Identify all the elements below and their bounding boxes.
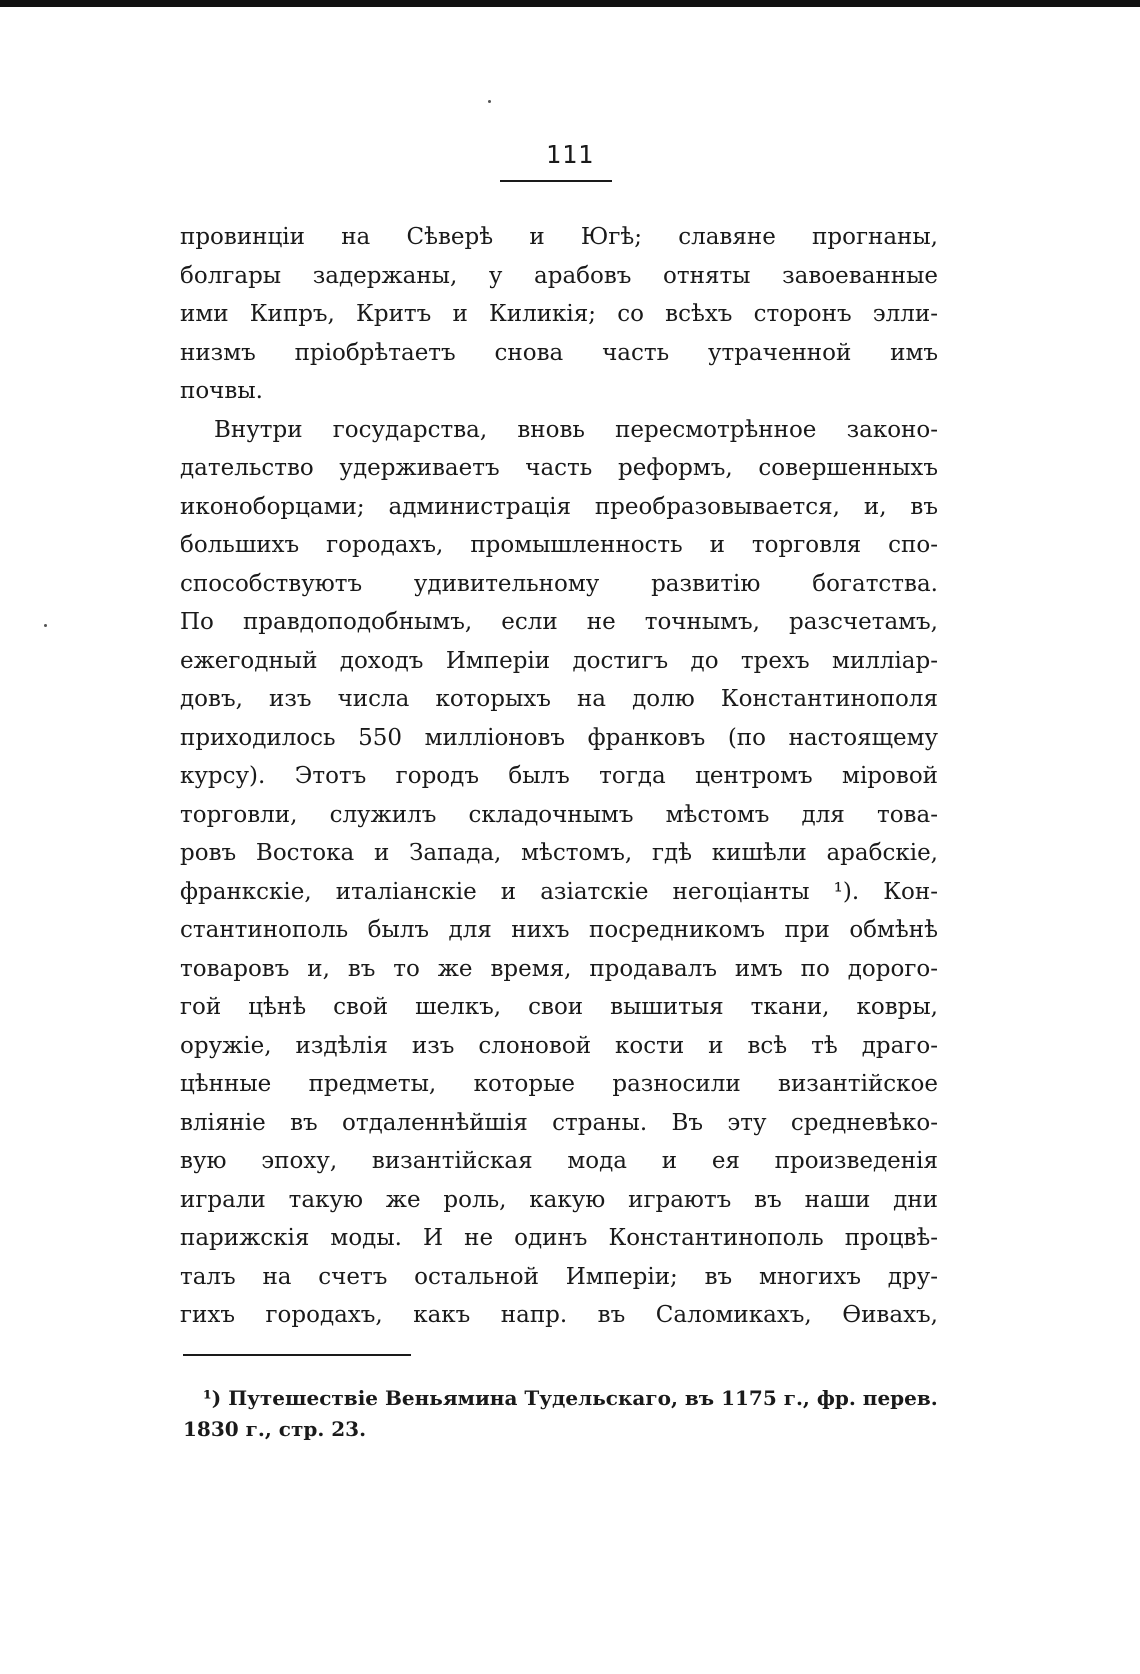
scan-top-border xyxy=(0,0,1140,7)
text-line: По правдоподобнымъ, если не точнымъ, разсчетамъ, xyxy=(180,609,938,635)
footnotes xyxy=(183,1383,943,1445)
text-line: стантинополь былъ для нихъ посредникомъ при обмѣнѣ xyxy=(180,917,938,943)
text-line: провинціи на Сѣверѣ и Югѣ; славяне прогнаны, xyxy=(180,224,938,250)
text-line: вую эпоху, византійская мода и ея произведенія xyxy=(180,1148,938,1174)
body-text xyxy=(180,218,938,1335)
text-line: товаровъ и, въ то же время, продавалъ имъ по дорого- xyxy=(180,955,938,982)
text-line-with-footnote-ref: франкскіе, италіанскіе и азіатскіе негоціанты ¹). Кон- xyxy=(180,878,938,905)
text-line: болгары задержаны, у арабовъ отняты завоеванные xyxy=(180,262,938,289)
page-number: 111 xyxy=(545,140,595,169)
text-line: талъ на счетъ остальной Имперіи; въ многихъ дру- xyxy=(180,1263,938,1290)
footnote-marker: ¹) xyxy=(203,1386,222,1410)
text-line: почвы. xyxy=(180,378,263,404)
text-line: довъ, изъ числа которыхъ на долю Константинополя xyxy=(180,686,938,712)
scan-speck xyxy=(44,624,47,627)
text-line: вліяніе въ отдаленнѣйшія страны. Въ эту средневѣко- xyxy=(180,1109,938,1136)
text-line: курсу). Этотъ городъ былъ тогда центромъ міровой xyxy=(180,763,938,789)
text-line: низмъ пріобрѣтаетъ снова часть утраченной имъ xyxy=(180,339,938,366)
footnote-text: Путешествіе Веньямина Тудельскаго, въ 1175 г., фр. перев. xyxy=(228,1386,938,1410)
text-line: дательство удерживаетъ часть реформъ, совершенныхъ xyxy=(180,455,938,481)
text-line: гихъ городахъ, какъ напр. въ Саломикахъ, Ѳивахъ, xyxy=(180,1302,938,1328)
page-number-rule xyxy=(500,180,612,182)
text-line: оружіе, издѣлія изъ слоновой кости и всѣ тѣ драго- xyxy=(180,1032,938,1059)
text-line: способствуютъ удивительному развитію богатства. xyxy=(180,570,938,597)
text-line: Внутри государства, вновь пересмотрѣнное законо- xyxy=(214,416,938,443)
text-line: торговли, служилъ складочнымъ мѣстомъ для това- xyxy=(180,801,938,828)
text-line: цѣнные предметы, которые разносили византійское xyxy=(180,1071,938,1097)
text-line: ровъ Востока и Запада, мѣстомъ, гдѣ кишѣли арабскіе, xyxy=(180,840,938,866)
text-line: большихъ городахъ, промышленность и торговля спо- xyxy=(180,532,938,558)
text-line: иконоборцами; администрація преобразовывается, и, въ xyxy=(180,493,938,520)
text-line: ими Кипръ, Критъ и Киликія; со всѣхъ сторонъ элли- xyxy=(180,301,938,327)
text-line: играли такую же роль, какую играютъ въ наши дни xyxy=(180,1186,938,1213)
text-line: приходилось 550 милліоновъ франковъ (по настоящему xyxy=(180,724,938,751)
text-line: ежегодный доходъ Имперіи достигъ до трехъ милліар- xyxy=(180,647,938,674)
footnote-line xyxy=(183,1383,943,1414)
text-line: парижскія моды. И не одинъ Константинополь процвѣ- xyxy=(180,1225,938,1251)
scan-speck xyxy=(488,100,491,103)
footnote-line: 1830 г., стр. 23. xyxy=(183,1417,367,1441)
footnote-rule xyxy=(183,1354,411,1356)
text-line: гой цѣнѣ свой шелкъ, свои вышитыя ткани, ковры, xyxy=(180,994,938,1020)
